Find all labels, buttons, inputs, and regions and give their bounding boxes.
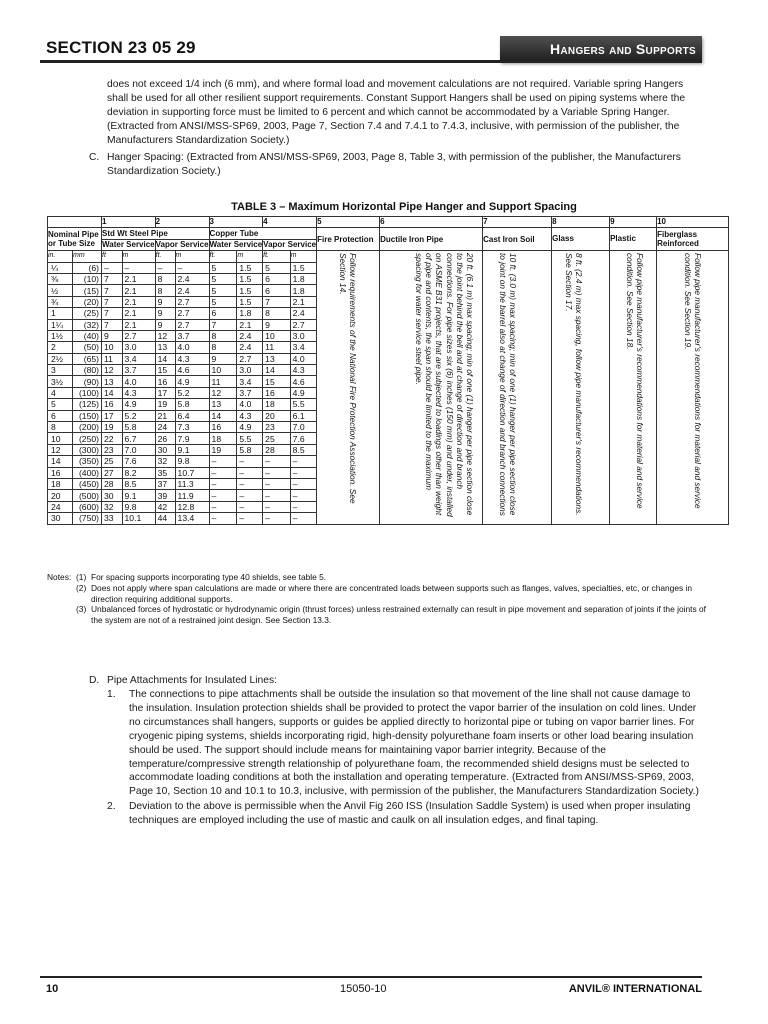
table-notes xyxy=(47,572,707,626)
table-cell: 20 xyxy=(263,410,291,421)
table-cell: 12.8 xyxy=(175,501,209,512)
table-cell: 1½ xyxy=(48,330,73,341)
table-cell: 16 xyxy=(155,376,175,387)
table-cell: (6) xyxy=(73,262,102,273)
table-cell: (400) xyxy=(73,467,102,478)
note-item xyxy=(47,604,707,626)
table-cell: – xyxy=(209,501,237,512)
table-cell: 9 xyxy=(155,308,175,319)
table-cell: 4.0 xyxy=(175,342,209,353)
table-cell: 10 xyxy=(209,365,237,376)
table-cell: 33 xyxy=(102,513,123,524)
table-cell: (100) xyxy=(73,387,102,398)
table-cell: (450) xyxy=(73,478,102,489)
table-cell: – xyxy=(237,501,263,512)
table-cell: – xyxy=(209,467,237,478)
table-cell: 11.9 xyxy=(175,490,209,501)
table-cell: – xyxy=(263,478,291,489)
table-cell: 3.7 xyxy=(122,365,155,376)
table-cell: (300) xyxy=(73,444,102,455)
fire-protection-cell xyxy=(317,251,380,524)
table-cell: 2.1 xyxy=(122,319,155,330)
table-cell: 4.9 xyxy=(122,399,155,410)
list-item-number: 2. xyxy=(107,801,116,813)
table-cell: 5.5 xyxy=(237,433,263,444)
table-cell: – xyxy=(155,262,175,273)
table-cell: 6 xyxy=(48,410,73,421)
rotated-text-glass: 8 ft. (2.4 m) max spacing, follow pipe manufacturer's recommendations. See Section 17. xyxy=(563,253,585,516)
table-cell: (600) xyxy=(73,501,102,512)
brand-name: ANVIL® INTERNATIONAL xyxy=(568,983,702,995)
table-cell: ⅜ xyxy=(48,273,73,284)
table-cell: (150) xyxy=(73,410,102,421)
table-cell: (65) xyxy=(73,353,102,364)
page-number: 10 xyxy=(46,983,59,995)
hanger-spacing-paragraph xyxy=(89,151,699,179)
table-cell: 18 xyxy=(48,478,73,489)
table-cell: 32 xyxy=(155,456,175,467)
table-cell: 3 xyxy=(48,365,73,376)
table-cell: 18 xyxy=(209,433,237,444)
table-cell: – xyxy=(290,456,316,467)
table-cell: 9 xyxy=(102,330,123,341)
table-cell: – xyxy=(237,513,263,524)
table-cell: 11 xyxy=(263,342,291,353)
table-cell: 7 xyxy=(102,308,123,319)
table-cell: – xyxy=(237,467,263,478)
table-cell: 12 xyxy=(155,330,175,341)
table-cell: (15) xyxy=(73,285,102,296)
table-cell: 4.3 xyxy=(175,353,209,364)
table-cell: – xyxy=(263,467,291,478)
table-cell: – xyxy=(175,262,209,273)
table-cell: – xyxy=(290,490,316,501)
table-cell: 9.8 xyxy=(122,501,155,512)
table-cell: 7.6 xyxy=(122,456,155,467)
rotated-text-fiberglass: Follow pipe manufacturer's recommendations for material and service condition. See Section 19. xyxy=(682,253,704,509)
table-cell: 2.1 xyxy=(122,285,155,296)
table-cell: 5.2 xyxy=(122,410,155,421)
table-cell: 15 xyxy=(263,376,291,387)
list-item xyxy=(107,688,699,799)
table-cell: 37 xyxy=(155,478,175,489)
table-cell: 39 xyxy=(155,490,175,501)
fiberglass-cell xyxy=(657,251,729,524)
table-cell: 5.8 xyxy=(175,399,209,410)
table-cell: 8 xyxy=(209,330,237,341)
table-cell: 25 xyxy=(263,433,291,444)
table-cell: 3.4 xyxy=(122,353,155,364)
table-cell: 12 xyxy=(48,444,73,455)
table-cell: – xyxy=(209,513,237,524)
rotated-text-plastic: Follow pipe manufacturer's recommendations for material and service condition. See Section 18. xyxy=(624,253,646,509)
note-text: Does not apply where span calculations are made or where there are concentrated loads between supports such as flanges, valves, specialties, etc, or changes in direction requiring additional supports. xyxy=(91,582,693,604)
table-cell: 30 xyxy=(155,444,175,455)
table-cell: – xyxy=(290,501,316,512)
table-cell: 10 xyxy=(102,342,123,353)
table-cell: (10) xyxy=(73,273,102,284)
table-cell: 7 xyxy=(102,296,123,307)
table-cell: 7.6 xyxy=(290,433,316,444)
table-cell: – xyxy=(102,262,123,273)
table-cell: 2.1 xyxy=(122,308,155,319)
sub-header-row: Water Service Vapor Service Water Service Vapor Service xyxy=(102,239,317,249)
note-item xyxy=(47,572,707,583)
table-cell: 26 xyxy=(155,433,175,444)
rotated-text-fire: Follow requirements of the National Fire Protection Association. See Section 14. xyxy=(337,253,359,504)
table-cell: 2½ xyxy=(48,353,73,364)
table-cell: 8 xyxy=(263,308,291,319)
item-letter-c: C. xyxy=(89,152,100,163)
table-cell: 35 xyxy=(155,467,175,478)
table-cell: (32) xyxy=(73,319,102,330)
list-item-number: 1. xyxy=(107,689,116,700)
table-cell: 5 xyxy=(48,399,73,410)
table-cell: 14 xyxy=(48,456,73,467)
table-cell: 13 xyxy=(263,353,291,364)
table-cell: (80) xyxy=(73,365,102,376)
table-cell: – xyxy=(209,490,237,501)
table-cell: 13 xyxy=(102,376,123,387)
table-cell: – xyxy=(237,456,263,467)
table-cell: (500) xyxy=(73,490,102,501)
table-cell: 7 xyxy=(209,319,237,330)
table-cell: 5.8 xyxy=(122,422,155,433)
table-cell: ¾ xyxy=(48,296,73,307)
table-cell: 6.1 xyxy=(290,410,316,421)
table-cell: 17 xyxy=(102,410,123,421)
plastic-cell xyxy=(610,251,657,524)
table-cell: 2.7 xyxy=(175,319,209,330)
rotated-text-cast: 10 ft. (3.0 m) max spacing; min of one (1) hanger per pipe section close to joint on the barrel also at change of direction and branch connections xyxy=(497,253,519,517)
note-text: For spacing supports incorporating type 40 shields, see table 5. xyxy=(91,572,327,582)
table-cell: (200) xyxy=(73,422,102,433)
table-cell: 28 xyxy=(263,444,291,455)
table-cell: 1.5 xyxy=(237,296,263,307)
table-cell: 13 xyxy=(155,342,175,353)
table-cell: 1.5 xyxy=(237,273,263,284)
table-cell: 9.8 xyxy=(175,456,209,467)
table-cell: 5 xyxy=(209,285,237,296)
list-item-text: The connections to pipe attachments shall be outside the insulation so that movement of the line shall not cause damage to the insulation. Insulation protection shields shall be provided to protect the vapor barrier of the insulation on cold lines. Under no circumstances shall hangers, supports or guides be applied directly to horizontal pipe or tubing on vapor barrier lines. For cryogenic piping systems, shields incorporating rigid, high-density polyurethane foam inserts or other load bearing insulation should be used. The support should include means for maintaining vapor barrier integrity. Because of the temperature/compressive strength relationship of polyurethane foam, the recommended shield designs must be selected to accommodate loading conditions at both the installation and operating temperature. (Extracted from ANSI/MSS-SP69, 2003, Page 10, Section 10 and 10.1 to 10.3, inclusive, with permission of the publisher, the Manufacturers Standardization Society.) xyxy=(129,689,699,798)
table-cell: 1.8 xyxy=(290,273,316,284)
table-cell: 1.5 xyxy=(237,262,263,273)
table-cell: 32 xyxy=(102,501,123,512)
table-cell: (40) xyxy=(73,330,102,341)
table-cell: – xyxy=(122,262,155,273)
table-cell: 2 xyxy=(48,342,73,353)
group-header-row: Nominal Pipe or Tube Size Std Wt Steel Pipe Copper Tube Fire Protection Ductile Iron Pipe Cast Iron Soil Glass Plastic Fiberglass Reinforced xyxy=(48,228,729,239)
table-cell: (20) xyxy=(73,296,102,307)
table-title: TABLE 3 – Maximum Horizontal Pipe Hanger and Support Spacing xyxy=(231,201,577,213)
table-cell: – xyxy=(263,456,291,467)
table-cell: 4.9 xyxy=(175,376,209,387)
section-number: SECTION 23 05 29 xyxy=(46,38,196,57)
table-cell: 4.3 xyxy=(122,387,155,398)
table-cell: 6 xyxy=(263,273,291,284)
table-cell: (50) xyxy=(73,342,102,353)
table-cell: 4.3 xyxy=(290,365,316,376)
cast-iron-cell xyxy=(483,251,552,524)
table-cell: 44 xyxy=(155,513,175,524)
table-cell: 5 xyxy=(209,273,237,284)
spacing-table xyxy=(47,216,729,525)
table-cell: 10 xyxy=(263,330,291,341)
table-cell: 1.5 xyxy=(290,262,316,273)
table-cell: 16 xyxy=(209,422,237,433)
table-cell: 4.0 xyxy=(290,353,316,364)
table-cell: 18 xyxy=(263,399,291,410)
table-cell: (750) xyxy=(73,513,102,524)
table-cell: 7.3 xyxy=(175,422,209,433)
ductile-iron-cell xyxy=(380,251,483,524)
table-cell: (25) xyxy=(73,308,102,319)
table-cell: 3½ xyxy=(48,376,73,387)
notes-label: Notes: xyxy=(47,572,72,582)
table-cell: 2.1 xyxy=(237,319,263,330)
table-cell: 10.7 xyxy=(175,467,209,478)
table-cell: – xyxy=(209,478,237,489)
table-cell: (350) xyxy=(73,456,102,467)
table-cell: 24 xyxy=(48,501,73,512)
table-cell: 4.9 xyxy=(290,387,316,398)
glass-cell xyxy=(552,251,610,524)
table-cell: ½ xyxy=(48,285,73,296)
table-cell: 4.6 xyxy=(290,376,316,387)
table-cell: 2.4 xyxy=(175,285,209,296)
note-text: Unbalanced forces of hydrostatic or hydrodynamic origin (thrust forces) unless restrained externally can result in pipe movement and separation of joints if the joints of the system are not of a restrained joint design. See Section 13.3. xyxy=(91,604,706,626)
table-cell: 3.0 xyxy=(290,330,316,341)
table-cell: 2.4 xyxy=(237,330,263,341)
table-cell: 30 xyxy=(102,490,123,501)
table-cell: 19 xyxy=(102,422,123,433)
table-cell: 16 xyxy=(48,467,73,478)
table-cell: 9.1 xyxy=(122,490,155,501)
section-d-list xyxy=(107,688,699,828)
table-cell: 16 xyxy=(102,399,123,410)
table-cell: 8 xyxy=(155,273,175,284)
table-cell: 4.6 xyxy=(175,365,209,376)
header-rule xyxy=(40,60,702,63)
table-cell: 2.1 xyxy=(122,273,155,284)
document-number: 15050-10 xyxy=(340,983,387,995)
table-cell: 10.1 xyxy=(122,513,155,524)
section-d-title: Pipe Attachments for Insulated Lines: xyxy=(107,675,277,686)
table-cell: 5.8 xyxy=(237,444,263,455)
table-cell: 19 xyxy=(209,444,237,455)
note-number: (2) xyxy=(76,582,87,593)
table-cell: 13 xyxy=(209,399,237,410)
section-title: Hangers and Supports xyxy=(549,41,696,57)
table-cell: 6.4 xyxy=(175,410,209,421)
table-cell: 2.4 xyxy=(175,273,209,284)
table-cell: 7.0 xyxy=(122,444,155,455)
table-cell: 7.9 xyxy=(175,433,209,444)
table-cell: 7 xyxy=(263,296,291,307)
table-cell: 9 xyxy=(209,353,237,364)
table-cell: 1¼ xyxy=(48,319,73,330)
table-cell: 25 xyxy=(102,456,123,467)
table-cell: – xyxy=(290,513,316,524)
table-cell: 4 xyxy=(48,387,73,398)
note-number: (3) xyxy=(76,604,87,615)
table-cell: 5 xyxy=(263,262,291,273)
table-cell: 2.7 xyxy=(237,353,263,364)
table-cell: 11.3 xyxy=(175,478,209,489)
list-item-text: Deviation to the above is permissible when the Anvil Fig 260 ISS (Insulation Saddle System) is used when proper insulating techniques are employed including the use of mastic and caulk on all insulation edges, and final taping. xyxy=(129,801,691,827)
table-cell: 13.4 xyxy=(175,513,209,524)
table-cell: 4.0 xyxy=(122,376,155,387)
table-cell: 1.5 xyxy=(237,285,263,296)
table-cell: – xyxy=(290,478,316,489)
table-cell: 7 xyxy=(102,319,123,330)
table-cell: 3.7 xyxy=(237,387,263,398)
table-cell: 8 xyxy=(209,342,237,353)
table-cell: 11 xyxy=(209,376,237,387)
table-cell: – xyxy=(237,490,263,501)
table-cell: 24 xyxy=(155,422,175,433)
table-cell: 1.8 xyxy=(237,308,263,319)
list-item xyxy=(107,800,699,828)
table-cell: (90) xyxy=(73,376,102,387)
unit-row: in. mm ft m ft. m ft. m ft. m Follow requirements of the National Fire Protection Association. See Section 14. 20 ft. (6.1 m) max spacing; min of one (1) hanger per pipe section close to the joint behind the bell and at change of direction and branch connections. For pipe sizes six (6) inches (150 mm) and under, installed on ASME B31 projects, that are subjected to loadings other than weight of pipe and contents, the span should be limited to the maximum spacing for water service steel pipe. 10 ft. (3.0 m) max spacing; min of one (1) hanger per pipe section close to joint on the barrel also at change of direction and branch connections 8 ft. (2.4 m) max spacing, follow pipe manufacturer's recommendations. See Section 17. Follow pipe manufacturer's recommendations for material and service condition. See Section 18. Follow pipe manufacturer's recommendations for material and service condition. See Section 19. xyxy=(48,251,729,262)
table-cell: 2.1 xyxy=(290,296,316,307)
table-cell: 5.5 xyxy=(290,399,316,410)
table-cell: 8.5 xyxy=(122,478,155,489)
table-cell: 15 xyxy=(155,365,175,376)
table-cell: 14 xyxy=(155,353,175,364)
rotated-text-ductile: 20 ft. (6.1 m) max spacing; min of one (1) hanger per pipe section close to the joint behind the bell and at change of direction and branch connections. For pipe sizes six (6) inches (150 mm) and under, installed on ASME B31 projects, that are subjected to loadings other than weight of pipe and contents, the span should be limited to the maximum spacing for water service steel pipe. xyxy=(414,253,476,517)
table-cell: 21 xyxy=(155,410,175,421)
table-cell: 8 xyxy=(155,285,175,296)
table-cell: 5 xyxy=(209,296,237,307)
table-cell: 3.7 xyxy=(175,330,209,341)
table-cell: 10 xyxy=(48,433,73,444)
table-cell: 14 xyxy=(209,410,237,421)
table-cell: 42 xyxy=(155,501,175,512)
table-cell: 4.3 xyxy=(237,410,263,421)
table-cell: – xyxy=(263,490,291,501)
table-cell: – xyxy=(209,456,237,467)
table-cell: 23 xyxy=(263,422,291,433)
table-cell: 6 xyxy=(209,308,237,319)
footer-rule xyxy=(40,976,702,978)
table-cell: 1.8 xyxy=(290,285,316,296)
table-cell: 2.7 xyxy=(175,296,209,307)
table-cell: 14 xyxy=(263,365,291,376)
table-cell: ¼ xyxy=(48,262,73,273)
table-cell: 28 xyxy=(102,478,123,489)
table-cell: 11 xyxy=(102,353,123,364)
table-cell: 7 xyxy=(102,273,123,284)
table-cell: – xyxy=(290,467,316,478)
table-cell: 8.5 xyxy=(290,444,316,455)
table-cell: 2.7 xyxy=(175,308,209,319)
table-cell: 20 xyxy=(48,490,73,501)
table-cell: 1 xyxy=(48,308,73,319)
table-cell: – xyxy=(263,501,291,512)
table-cell: 4.0 xyxy=(237,399,263,410)
column-number-row: 1 2 3 4 5 6 7 8 9 10 xyxy=(48,217,729,228)
table-cell: 5 xyxy=(209,262,237,273)
item-letter-d: D. xyxy=(89,675,100,686)
table-cell: 7.0 xyxy=(290,422,316,433)
table-cell: 30 xyxy=(48,513,73,524)
table-cell: 22 xyxy=(102,433,123,444)
note-number: (1) xyxy=(76,572,87,582)
table-cell: 9 xyxy=(155,319,175,330)
table-cell: 7 xyxy=(102,285,123,296)
table-cell: 27 xyxy=(102,467,123,478)
table-cell: 2.1 xyxy=(122,296,155,307)
table-cell: 12 xyxy=(102,365,123,376)
table-cell: – xyxy=(263,513,291,524)
table-cell: (250) xyxy=(73,433,102,444)
table-cell: 6.7 xyxy=(122,433,155,444)
table-cell: 4.9 xyxy=(237,422,263,433)
section-d xyxy=(89,674,699,688)
hanger-spacing-text: Hanger Spacing: (Extracted from ANSI/MSS-SP69, 2003, Page 8, Table 3, with permission of the publisher, the Manufacturers Standardization Society.) xyxy=(107,152,681,177)
table-cell: 6 xyxy=(263,285,291,296)
note-item xyxy=(47,583,707,605)
table-cell: 12 xyxy=(209,387,237,398)
table-cell: 9 xyxy=(155,296,175,307)
table-cell: 3.0 xyxy=(237,365,263,376)
table-cell: 2.4 xyxy=(237,342,263,353)
table-cell: 2.4 xyxy=(290,308,316,319)
table-cell: – xyxy=(237,478,263,489)
table-cell: 3.0 xyxy=(122,342,155,353)
table-cell: 9.1 xyxy=(175,444,209,455)
table-cell: 3.4 xyxy=(290,342,316,353)
table-cell: 5.2 xyxy=(175,387,209,398)
intro-paragraph: does not exceed 1/4 inch (6 mm), and where formal load and movement calculations are not required. Variable spring Hangers shall be used for all other resilient support requirements. Constant Support Hangers shall be used on piping systems where the deviation in supporting force must be limited to 6 percent and which cannot be accommodated by a Variable Spring Hanger. (Extracted from ANSI/MSS-SP69, 2003, Page 7, Section 7.4 and 7.4.1 to 7.4.3, inclusive, with permission of the publisher, the Manufacturers Standardization Society.) xyxy=(107,79,686,146)
table-cell: 9 xyxy=(263,319,291,330)
table-cell: 17 xyxy=(155,387,175,398)
table-cell: 3.4 xyxy=(237,376,263,387)
table-cell: 16 xyxy=(263,387,291,398)
table-cell: 2.7 xyxy=(122,330,155,341)
table-cell: 14 xyxy=(102,387,123,398)
table-cell: 8 xyxy=(48,422,73,433)
table-cell: 2.7 xyxy=(290,319,316,330)
table-cell: 19 xyxy=(155,399,175,410)
table-cell: 23 xyxy=(102,444,123,455)
table-cell: 8.2 xyxy=(122,467,155,478)
table-cell: (125) xyxy=(73,399,102,410)
